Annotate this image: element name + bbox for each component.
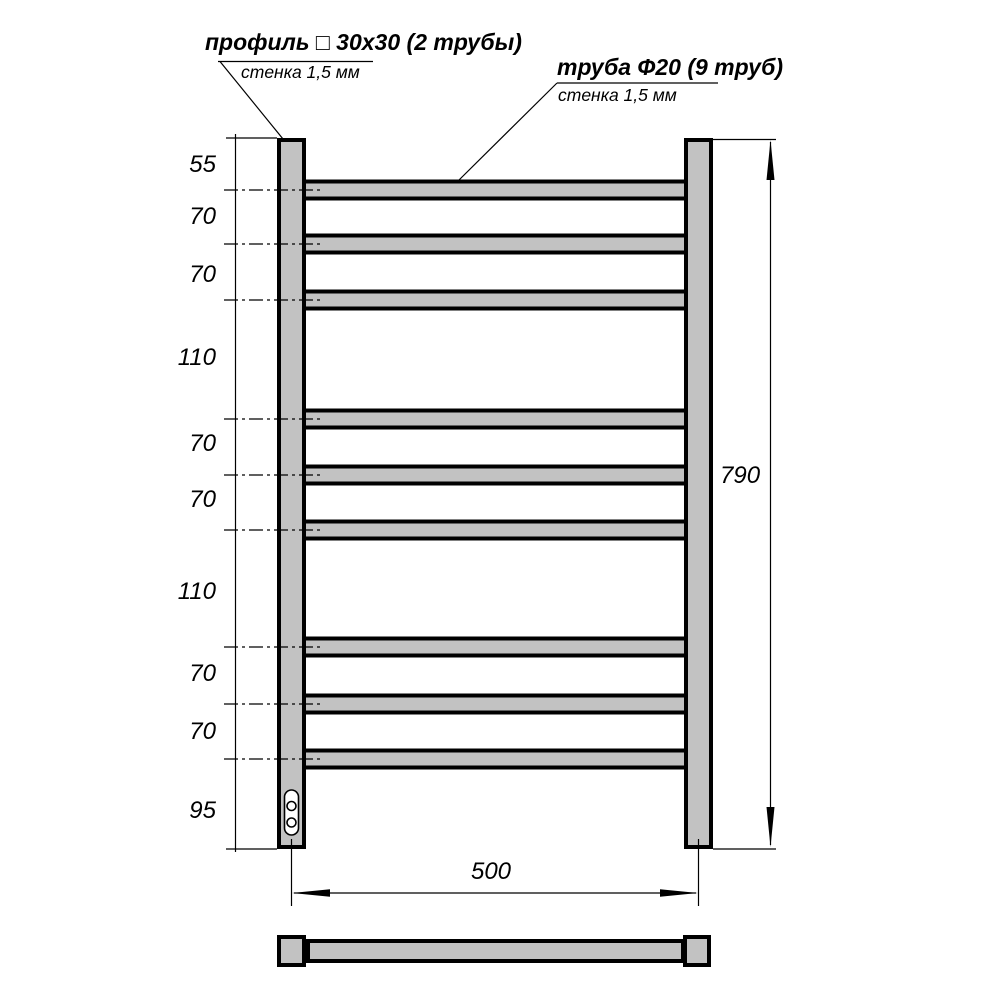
spacing-label-3: 70: [189, 261, 216, 288]
profile-title: профиль □ 30х30 (2 трубы): [205, 29, 522, 55]
spacing-label-10: 95: [189, 797, 216, 824]
spacing-label-7: 110: [177, 578, 216, 605]
spacing-label-2: 70: [189, 203, 216, 230]
heater-hole-bottom: [287, 818, 296, 827]
tube-title: труба Ф20 (9 труб): [557, 54, 784, 80]
spacing-label-8: 70: [189, 660, 216, 687]
height-dimension: [713, 140, 776, 850]
height-arrow-down: [767, 807, 775, 847]
height-arrow-up: [767, 140, 775, 180]
right-post: [686, 140, 711, 847]
spacing-label-4: 110: [177, 344, 216, 371]
callout-profile: [205, 29, 522, 139]
front-view: [279, 140, 711, 847]
tube-7: [302, 639, 688, 656]
tube-1: [302, 182, 688, 199]
tube-3: [302, 292, 688, 309]
bottom-view-tube: [308, 941, 683, 961]
width-arrow-right: [660, 889, 698, 897]
height-label: 790: [720, 462, 761, 489]
spacing-label-9: 70: [189, 718, 216, 745]
tube-8: [302, 696, 688, 713]
spacing-label-6: 70: [189, 486, 216, 513]
tube-leader-line: [458, 83, 557, 181]
width-dimension: [292, 839, 699, 906]
spacing-label-5: 70: [189, 430, 216, 457]
heater-hole-top: [287, 802, 296, 811]
tube-5: [302, 467, 688, 484]
width-label: 500: [470, 858, 512, 885]
tube-9: [302, 751, 688, 768]
left-post: [279, 140, 304, 847]
tube-6: [302, 522, 688, 539]
bottom-view: [279, 937, 709, 965]
tube-4: [302, 411, 688, 428]
tube-wall-label: стенка 1,5 мм: [558, 85, 677, 105]
tube-2: [302, 236, 688, 253]
bottom-view-left-profile: [279, 937, 304, 965]
profile-wall-label: стенка 1,5 мм: [241, 62, 360, 82]
heater-cartridge: [285, 790, 299, 835]
spacing-label-1: 55: [189, 151, 216, 178]
callout-tube: [458, 54, 783, 181]
bottom-view-right-profile: [685, 937, 709, 965]
width-arrow-left: [292, 889, 330, 897]
heater-body: [285, 790, 299, 835]
